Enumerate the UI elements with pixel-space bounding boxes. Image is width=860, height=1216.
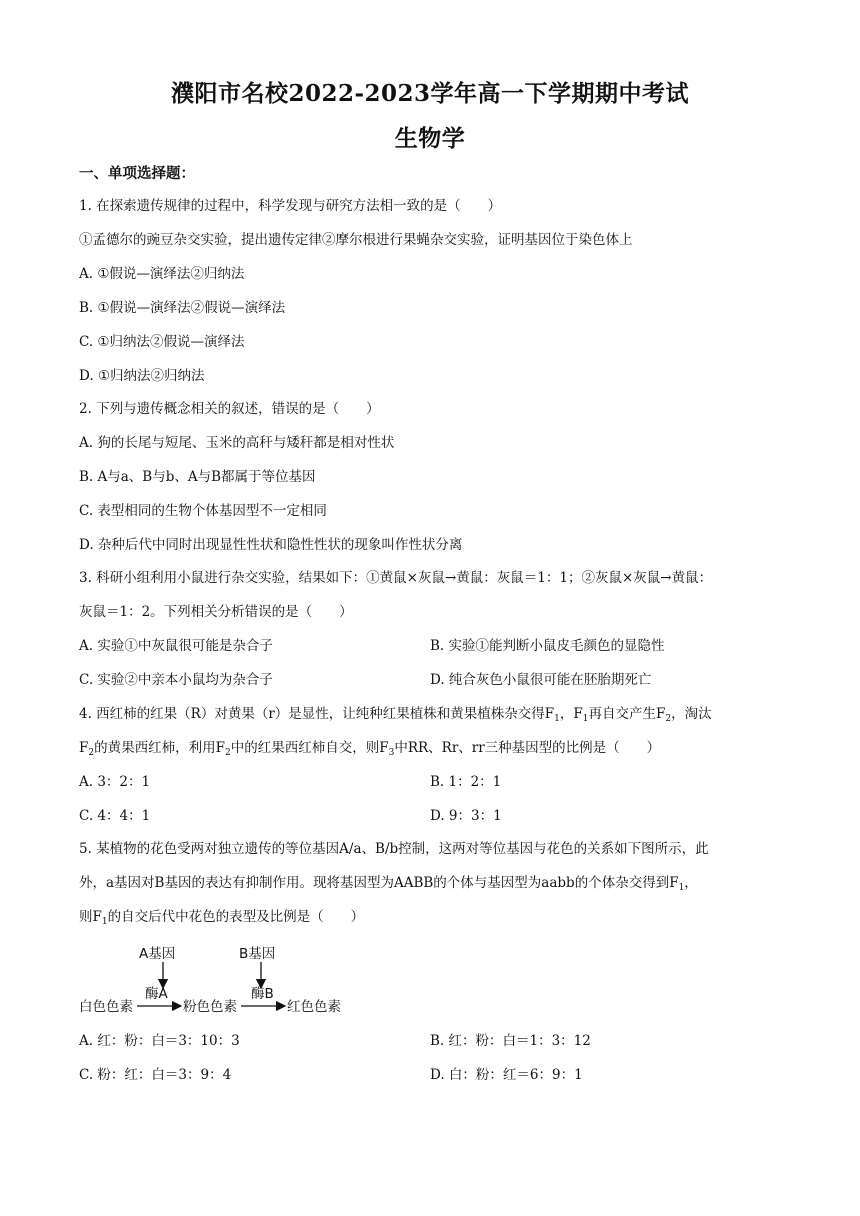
white-pigment-label: 白色色素 — [79, 999, 133, 1015]
q3-stem-line2: 灰鼠＝1：2。下列相关分析错误的是（ ） — [79, 604, 353, 620]
q2-option-d: D. 杂种后代中同时出现显性性状和隐性性状的现象叫作性状分离 — [79, 537, 463, 553]
q1-option-b: B. ①假说—演绎法②假说—演绎法 — [79, 300, 286, 316]
q3-option-b: B. 实验①能判断小鼠皮毛颜色的显隐性 — [430, 638, 665, 654]
q2-option-b: B. A与a、B与b、A与B都属于等位基因 — [79, 469, 316, 485]
q5-option-b: B. 红：粉：白＝1：3：12 — [430, 1033, 591, 1049]
q5-stem-line3: 则$F_1$的自交后代中花色的表型及比例是（ ） — [79, 909, 365, 927]
q4-option-b: B. 1：2：1 — [430, 774, 502, 790]
q1-option-d: D. ①归纳法②归纳法 — [79, 368, 205, 384]
q2-option-a: A. 狗的长尾与短尾、玉米的高秆与矮秆都是相对性状 — [79, 435, 395, 451]
q1-stem: 1. 在探索遗传规律的过程中，科学发现与研究方法相一致的是（ ） — [79, 198, 502, 214]
q3-stem-line1: 3. 科研小组利用小鼠进行杂交实验，结果如下：①黄鼠×灰鼠→黄鼠：灰鼠＝1：1；②灰鼠×灰鼠→黄鼠： — [79, 570, 713, 586]
q2-option-c: C. 表型相同的生物个体基因型不一定相同 — [79, 503, 327, 519]
q1-context: ①孟德尔的豌豆杂交实验，提出遗传定律②摩尔根进行果蝇杂交实验，证明基因位于染色体上 — [79, 232, 633, 248]
q3-option-c: C. 实验②中亲本小鼠均为杂合子 — [79, 672, 273, 688]
enzyme-b-label: 酶B — [251, 986, 274, 1002]
pigment-pathway-diagram — [79, 938, 369, 1020]
gene-a-label: A基因 — [139, 946, 176, 962]
q5-option-a: A. 红：粉：白＝3：10：3 — [79, 1033, 240, 1049]
page-title: 濮阳市名校2022-2023学年高一下学期期中考试 — [170, 80, 690, 107]
q5-stem-line2: 外，a基因对B基因的表达有抑制作用。现将基因型为AABB的个体与基因型为aabb的个体杂交得到$F_1$， — [79, 875, 698, 893]
pink-pigment-label: 粉色色素 — [183, 999, 237, 1015]
q5-option-d: D. 白：粉：红＝6：9：1 — [430, 1067, 583, 1083]
q3-option-a: A. 实验①中灰鼠很可能是杂合子 — [79, 638, 273, 654]
q1-option-a: A. ①假说—演绎法②归纳法 — [79, 266, 245, 282]
q5-stem-line1: 5. 某植物的花色受两对独立遗传的等位基因A/a、B/b控制，这两对等位基因与花色的关系如下图所示，此 — [79, 841, 709, 857]
enzyme-a-label: 酶A — [145, 986, 168, 1002]
q4-stem-line2: $F_2$的黄果西红柿，利用$F_2$中的红果西红柿自交，则$F_3$中RR、Rr、rr三种基因型的比例是（ ） — [79, 740, 661, 758]
q4-option-d: D. 9：3：1 — [430, 808, 502, 824]
q1-option-c: C. ①归纳法②假说—演绎法 — [79, 334, 245, 350]
red-pigment-label: 红色色素 — [287, 999, 341, 1015]
section-heading: 一、单项选择题： — [79, 165, 195, 182]
q4-option-a: A. 3：2：1 — [79, 774, 151, 790]
q5-option-c: C. 粉：红：白＝3：9：4 — [79, 1067, 232, 1083]
q3-option-d: D. 纯合灰色小鼠很可能在胚胎期死亡 — [430, 672, 652, 688]
q2-stem: 2. 下列与遗传概念相关的叙述，错误的是（ ） — [79, 401, 380, 417]
q4-stem-line1: 4. 西红柿的红果（R）对黄果（r）是显性，让纯种红果植株和黄果植株杂交得$F_1$，$F_1$再自交产生$F_2$，淘汰 — [79, 706, 712, 724]
gene-b-label: B基因 — [239, 946, 276, 962]
q4-option-c: C. 4：4：1 — [79, 808, 151, 824]
subject-title: 生物学 — [394, 125, 466, 152]
